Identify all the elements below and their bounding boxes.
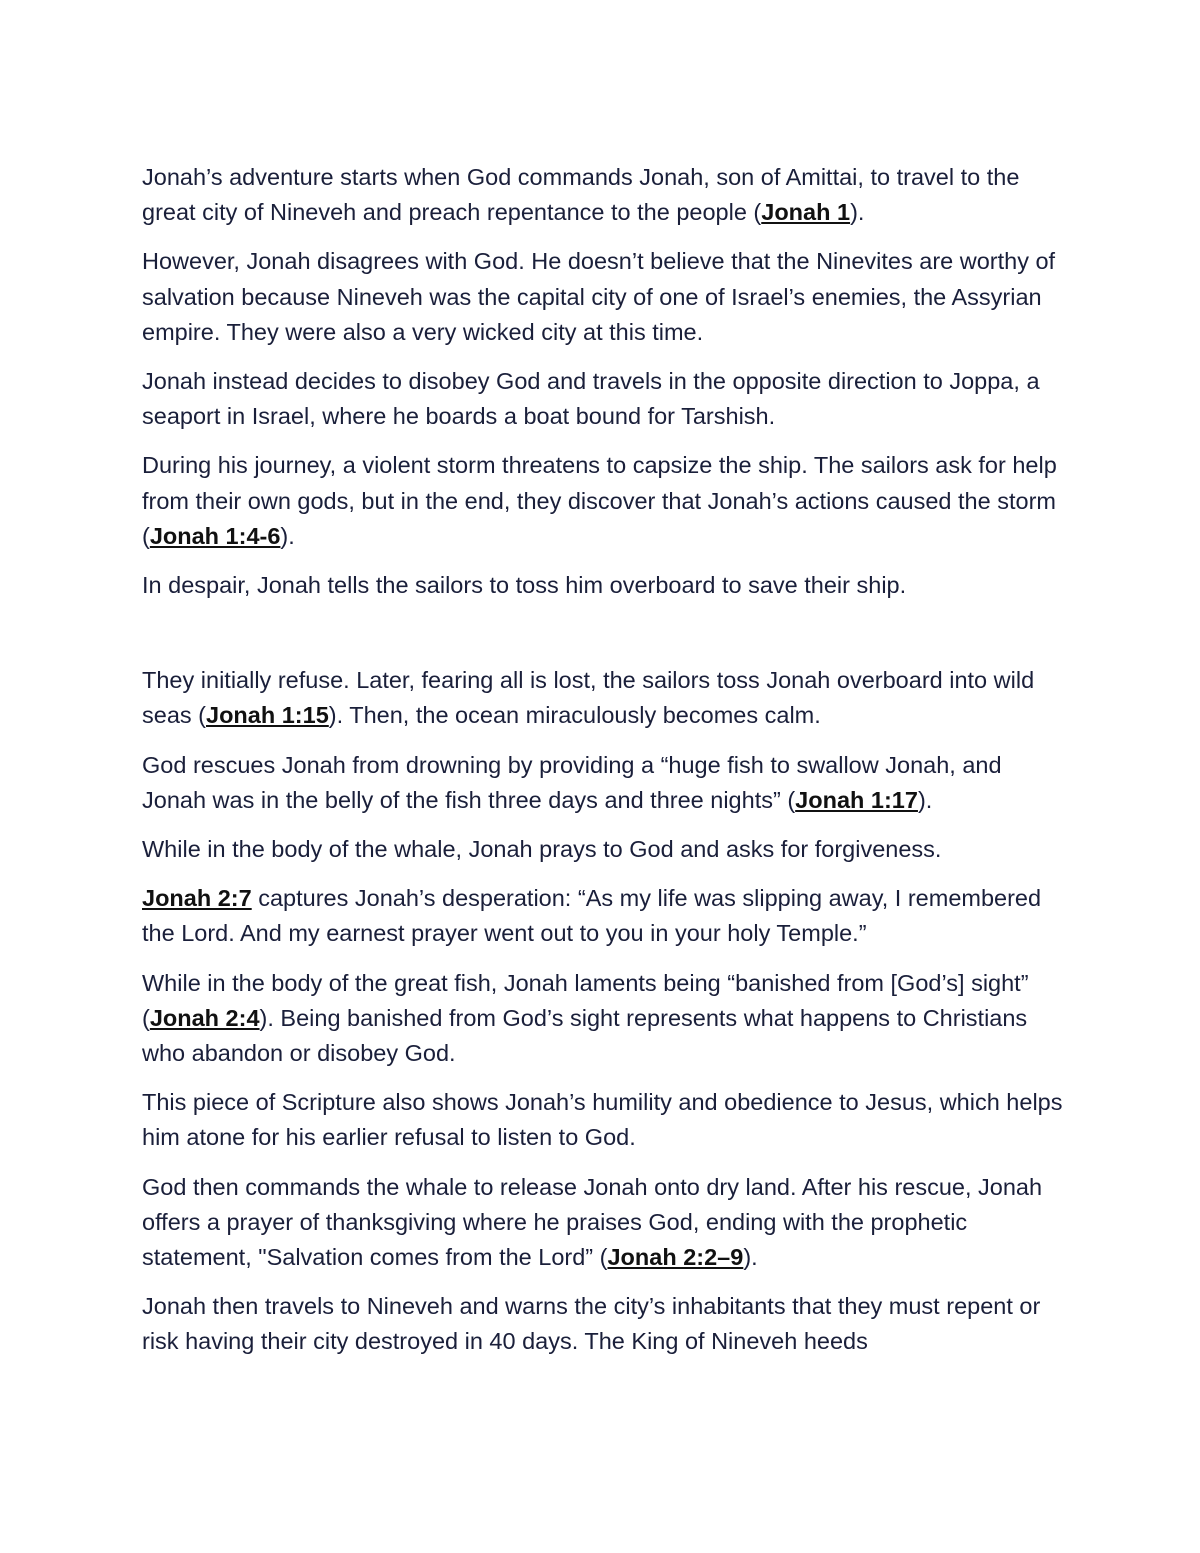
paragraph-text: captures Jonah’s desperation: “As my life was slipping away, I remembered the Lord. And my earnest prayer went out to you in your holy Temple.” — [142, 885, 1042, 947]
paragraph-text: God rescues Jonah from drowning by providing a “huge fish to swallow Jonah, and Jonah was in the belly of the fish three days and three nights” ( — [142, 751, 1002, 813]
paragraph-text: Jonah’s adventure starts when God commands Jonah, son of Amittai, to travel to the great city of Nineveh and preach repentance to the people ( — [142, 164, 1020, 226]
paragraph — [142, 244, 1072, 350]
paragraph-text: This piece of Scripture also shows Jonah’s humility and obedience to Jesus, which helps him atone for his earlier refusal to listen to God. — [142, 1089, 1063, 1151]
paragraph-text: ). Then, the ocean miraculously becomes calm. — [328, 702, 821, 729]
paragraph — [142, 1170, 1072, 1276]
scripture-link-jonah-1-17[interactable]: Jonah 1:17 — [795, 786, 918, 813]
paragraph — [142, 881, 1072, 951]
paragraph — [142, 1289, 1072, 1359]
paragraph — [142, 663, 1072, 733]
paragraph — [142, 448, 1072, 554]
document-body — [142, 160, 1072, 1374]
paragraph-text: God then commands the whale to release Jonah onto dry land. After his rescue, Jonah offers a prayer of thanksgiving where he praises God, ending with the prophetic statement, "Salvation comes from the Lord” ( — [142, 1173, 1043, 1271]
paragraph-text: ). — [280, 522, 295, 549]
paragraph-text: In despair, Jonah tells the sailors to toss him overboard to save their ship. — [142, 572, 907, 599]
paragraph — [142, 748, 1072, 818]
paragraph-text: While in the body of the great fish, Jonah laments being “banished from [God’s] sight” ( — [142, 969, 1029, 1031]
paragraph-text: However, Jonah disagrees with God. He doesn’t believe that the Ninevites are worthy of salvation because Nineveh was the capital city of one of Israel’s enemies, the Assyrian empire. They were also a very wicked city at this time. — [142, 248, 1056, 345]
scripture-link-jonah-1-15[interactable]: Jonah 1:15 — [206, 702, 329, 729]
scripture-link-jonah-2-2-9[interactable]: Jonah 2:2–9 — [607, 1244, 744, 1271]
scripture-link-jonah-1[interactable]: Jonah 1 — [761, 199, 851, 226]
paragraph — [142, 966, 1072, 1072]
paragraph-text: They initially refuse. Later, fearing all is lost, the sailors toss Jonah overboard into wild seas ( — [142, 667, 1035, 729]
paragraph-text: Jonah instead decides to disobey God and travels in the opposite direction to Joppa, a seaport in Israel, where he boards a boat bound for Tarshish. — [142, 368, 1040, 430]
scripture-link-jonah-2-4[interactable]: Jonah 2:4 — [149, 1004, 260, 1031]
paragraph-text: ). — [743, 1244, 758, 1271]
paragraph — [142, 1085, 1072, 1155]
paragraph-text: Jonah then travels to Nineveh and warns the city’s inhabitants that they must repent or risk having their city destroyed in 40 days. The King of Nineveh heeds — [142, 1293, 1041, 1355]
paragraph-text: ). — [850, 199, 865, 226]
scripture-link-jonah-2-7[interactable]: Jonah 2:7 — [142, 885, 252, 912]
paragraph — [142, 568, 1072, 603]
paragraph-text: ). Being banished from God’s sight represents what happens to Christians who abandon or disobey God. — [142, 1004, 1028, 1067]
paragraph — [142, 364, 1072, 434]
paragraph — [142, 832, 1072, 867]
paragraph — [142, 160, 1072, 230]
paragraph-text: During his journey, a violent storm threatens to capsize the ship. The sailors ask for help from their own gods, but in the end, they discover that Jonah’s actions caused the storm ( — [142, 452, 1057, 549]
paragraph-text: ). — [917, 786, 933, 813]
scripture-link-jonah-1-4-6[interactable]: Jonah 1:4-6 — [149, 522, 281, 549]
paragraph-text: While in the body of the whale, Jonah prays to God and asks for forgiveness. — [142, 836, 942, 863]
